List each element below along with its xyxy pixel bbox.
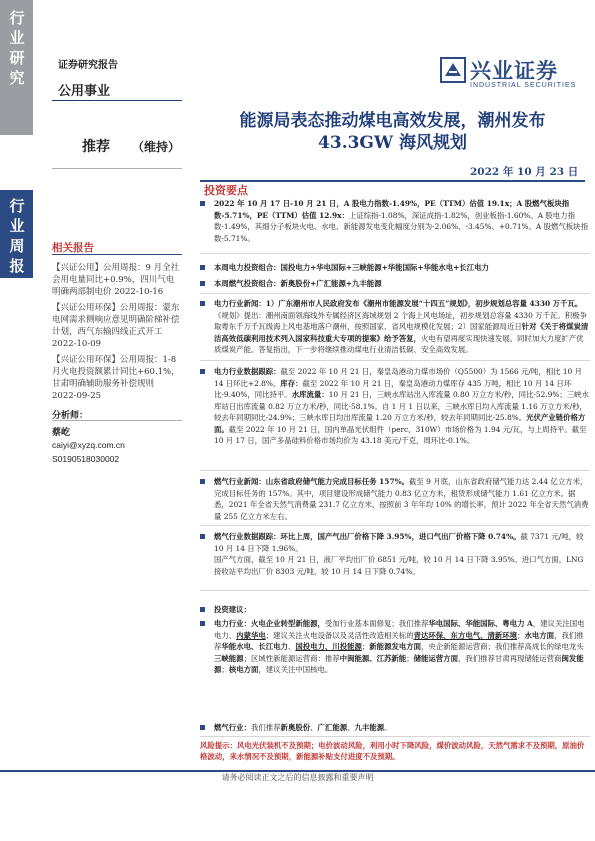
industry-name: 公用事业	[58, 84, 111, 99]
related-report-item[interactable]: 【兴证公用环保】公用周报：1-8 月火电投资额累计同比+60.1%，甘肃明确辅助服务补偿规则 2022-09-25	[52, 355, 180, 401]
divider	[52, 168, 182, 169]
logo-text-cn: 兴业证券	[470, 59, 558, 83]
sidebar-report-type-label: 行业周报	[9, 197, 25, 275]
brand-logo	[440, 55, 590, 95]
divider	[200, 180, 585, 182]
divider	[52, 254, 182, 255]
report-type: 证券研究报告	[58, 60, 118, 71]
divider	[52, 420, 182, 421]
logo-mark-icon	[440, 57, 466, 83]
rating-status: （维持）	[132, 140, 181, 154]
divider	[200, 253, 590, 254]
analyst-cert-id: S0190518030002	[52, 454, 120, 464]
paragraph-gas-portfolio: 本周燃气投资组合：新奥股份+广汇能源+九丰能源	[214, 278, 590, 290]
divider	[200, 525, 590, 526]
divider	[52, 100, 182, 101]
bullet-icon	[200, 265, 205, 270]
report-title	[200, 110, 585, 154]
paragraph-power-news: 电力行业新闻：1）广东潮州市人民政府发布《潮州市能源发展“十四五”规划》，初步规划总容量 4330 万千瓦。《规划》提出：潮州南面领海线外专属经济区海域规划 2 个海上风电场址，初步规划总容量 4330 万千瓦。积极争取粤东千万千瓦级海上风电基地落户潮州，按照国家、省风电规模化发展；2）国家能源局近日针对《关于将煤炭清洁高效低碳利用技术列入国家科技重大专项的提案》给予答复，火电有望再度实现快速发展。同时加大力度扩产优质煤炭产能。答复指出，下一步将继续推动煤电行业清洁低碳、安全高效发展。	[214, 298, 590, 356]
title-line-1: 能源局表态推动煤电高效发展，潮州发布	[239, 111, 546, 131]
analyst-label: 分析师：	[52, 411, 89, 421]
bullet-icon	[200, 621, 205, 626]
divider	[200, 293, 590, 294]
divider	[200, 736, 590, 737]
related-reports-heading: 相关报告	[52, 242, 94, 254]
analyst-name: 蔡屹	[52, 428, 71, 438]
related-report-item[interactable]: 【兴证公用】公用周报：9 月全社会用电量同比+0.9%，四川气电明确两部制电价 2022-10-16	[52, 263, 180, 297]
sidebar-category-band	[0, 0, 33, 135]
rating: 推荐	[82, 139, 110, 155]
bullet-icon	[200, 281, 205, 286]
paragraph-gas-news: 燃气行业新闻：山东省政府储气能力完成目标任务 157%。截至 9 月底，山东省政府储气能力达 2.44 亿立方米，完成目标任务的 157%。其中，项目建设形成储气能力 0.83 亿立方米，租赁形成储气能力 1.61 亿立方米。据悉，2021 年全省天然气消费量 231.7 亿立方米，按照前 3 年年均 10% 的增长率，预计 2022 年全省天然气消费量 255 亿立方米左右。	[214, 476, 590, 522]
sidebar-report-type-band	[0, 190, 33, 278]
paragraph-power-portfolio: 本周电力投资组合：国投电力+华电国际+三峡能源+华能国际+华能水电+长江电力	[214, 262, 590, 274]
paragraph-gas-data: 燃气行业数据跟踪：环比上周，国产气出厂价格下降 3.95%，进口气出厂价格下降 0.74%。截 7371 元/吨，较 10 月 14 日下降 1.96%。 国产气方面，截至 10 月 21 日，液厂平均出厂价 6851 元/吨，较 10 月 14 日下降 3.95%。进口气方面，LNG 接收站平均出厂价 8303 元/吨，较 10 月 14 日下降 0.74%。	[214, 531, 590, 577]
risk-warning: 风险提示：风电光伏装机不及预期；电价波动风险，利用小时下降风险，煤价波动风险，天然气需求不及预期，原油价格波动，来水情况不及预期，新能源补贴支付进度不及预期。	[200, 741, 585, 761]
bullet-icon	[200, 725, 205, 730]
divider	[200, 590, 590, 591]
related-report-item[interactable]: 【兴证公用环保】公用周报：蒙东电网需求侧响应意见明确阶梯补偿计划，西气东输四线正式开工 2022-10-09	[52, 303, 180, 349]
paragraph-market-index: 2022 年 10 月 17 日-10 月 21 日，A 股电力指数-1.49%，PE（TTM）估值 19.1x；A 股燃气板块指数-5.71%，PE（TTM）估值 12.9x：上证综指-1.08%，深证成指-1.82%，创业板指-1.60%。A 股电力指数-1.49%，其细分子板块火电、水电、新能源发电变化幅度分别为-2.06%、-3.45%、+0.71%。A 股燃气板块指数-5.71%。	[214, 198, 590, 244]
footer-disclaimer: 请务必阅读正文之后的信息披露和重要声明	[221, 773, 374, 782]
divider	[200, 470, 590, 471]
advice-power: 电力行业：火电企业转型新能源，受加行业基本面修复；我们推荐华电国际、华能国际、粤电力 A，建议关注国电电力、内蒙华电；建议关注火电设备以及灵活性改造相关标的青达环保、东方电气、清新环境；水电方面，我们推荐华能水电、长江电力、国投电力、川投能源；新能源发电方面，央企新能源运营商；我们推荐高成长的绿电龙头三峡能源；区域性新能源运营商：推荐中闽能源、江苏新能；储能运营方面，我们推荐甘肃再现储能运营商闽发能源；核电方面，建议关注中国核电。	[214, 618, 590, 676]
bullet-icon	[200, 301, 205, 306]
bullet-icon	[200, 201, 205, 206]
paragraph-power-data: 电力行业数据跟踪：截至 2022 年 10 月 21 日，秦皇岛港动力煤市场价（Q5500）为 1566 元/吨，相比 10 月 14 日环比+2.8%。库存：截至 2022 年 10 月 21 日，秦皇岛港动力煤库存 435 万吨，相比 10 月 14 日环比-9.40%，同比持平。水库流量：10 月 21 日，三峡水库站出入库流量 0.80 万立方米/秒，同比-52.9%；三峡水库站日出库流量 0.82 万立方米/秒，同比-58.1%。自 1 月 1 日以来，三峡水库日均入库流量 1.16 万立方米/秒，较去年同期同比-24.9%；三峡水库日均出库流量 1.20 万立方米/秒，较去年同期同比-25.8%。光伏产业链价格方面。截至 2022 年 10 月 21 日，国内单晶光伏组件（perc，310W）市场价格为 1.94 元/瓦，与上周持平。截至 10 月 17 日，国产多晶硅料价格市场均价为 43.18 美元/千克，周环比-0.1%。	[214, 366, 590, 447]
bullet-icon	[200, 534, 205, 539]
divider	[200, 360, 590, 361]
report-date: 2022 年 10 月 23 日	[470, 166, 579, 178]
logo-text-en: INDUSTRIAL SECURITIES	[470, 82, 577, 89]
section-heading-points: 投资要点	[204, 184, 248, 197]
title-line-2: 43.3GW 海风规划	[318, 133, 467, 153]
paragraph-investment-advice: 投资建议：	[214, 604, 590, 616]
bullet-icon	[200, 607, 205, 612]
analyst-email[interactable]: caiyi@xyzq.com.cn	[52, 440, 125, 450]
advice-gas: 燃气行业：我们推荐新奥股份、广汇能源、九丰能源。	[214, 722, 590, 734]
bullet-icon	[200, 479, 205, 484]
bullet-icon	[200, 369, 205, 374]
sidebar-category-label: 行业研究	[9, 9, 25, 87]
